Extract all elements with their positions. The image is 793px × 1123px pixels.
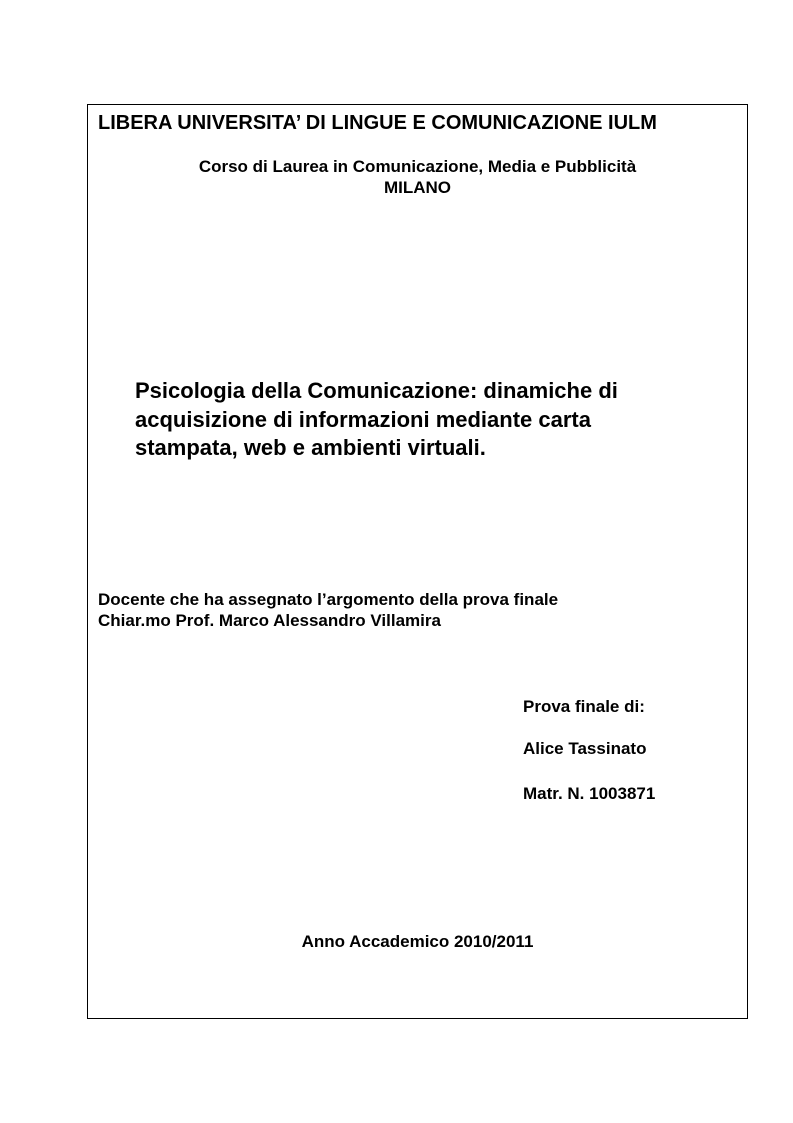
academic-year: Anno Accademico 2010/2011 bbox=[301, 932, 534, 951]
student-id: Matr. N. 1003871 bbox=[523, 784, 656, 803]
university-name: LIBERA UNIVERSITA’ DI LINGUE E COMUNICAZIONE IULM bbox=[98, 112, 657, 134]
thesis-title-line: Psicologia della Comunicazione: dinamiche di bbox=[135, 378, 618, 403]
city-name: MILANO bbox=[383, 178, 452, 197]
cover-frame bbox=[87, 104, 748, 1019]
thesis-title-line: acquisizione di informazioni mediante carta bbox=[135, 406, 591, 432]
course-name: Corso di Laurea in Comunicazione, Media e Pubblicità bbox=[198, 157, 637, 176]
thesis-title-line: stampata, web e ambienti virtuali. bbox=[135, 435, 486, 460]
thesis-label: Prova finale di: bbox=[523, 697, 645, 716]
supervisor-block bbox=[98, 589, 558, 631]
supervisor-label: Docente che ha assegnato l’argomento della prova finale bbox=[98, 590, 559, 609]
student-name: Alice Tassinato bbox=[523, 739, 647, 758]
thesis-title bbox=[135, 377, 695, 463]
supervisor-name: Chiar.mo Prof. Marco Alessandro Villamira bbox=[98, 611, 441, 630]
